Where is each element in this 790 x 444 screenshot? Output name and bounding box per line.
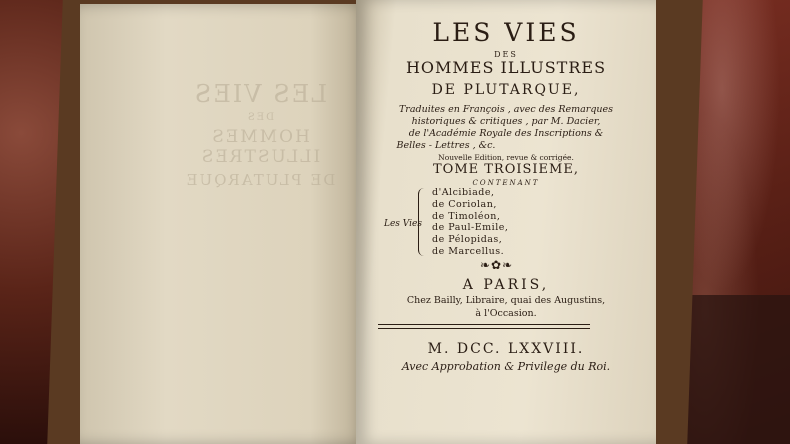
list-item: de Pélopidas, xyxy=(432,234,503,246)
brace-icon xyxy=(418,188,427,256)
book-title: LES VIES xyxy=(432,18,580,47)
left-page-bleed-through xyxy=(150,80,370,189)
title-page xyxy=(356,0,656,444)
bleed-hommes: HOMMES ILLUSTRES xyxy=(199,127,321,167)
bleed-title: LES VIES xyxy=(192,80,328,108)
bleed-plutarque: DE PLUTARQUE xyxy=(184,171,336,189)
list-item: de Paul-Emile, xyxy=(432,222,509,234)
lives-list xyxy=(432,187,508,258)
les-vies-label: Les Vies xyxy=(384,219,422,229)
translation-line-1: Traduites en François , avec des Remarques xyxy=(398,104,614,115)
city-label: A PARIS, xyxy=(462,277,550,293)
left-page xyxy=(80,4,368,444)
translation-line-2: historiques & critiques , par M. Dacier, xyxy=(411,116,601,127)
tome-label: TOME TROISIEME, xyxy=(433,162,579,177)
title-plutarque: DE PLUTARQUE, xyxy=(431,82,581,98)
list-item: de Coriolan, xyxy=(432,198,497,210)
approbation-line: Avec Approbation & Privilege du Roi. xyxy=(401,360,611,373)
bleed-des: DES xyxy=(245,112,275,123)
occasion-line: à l'Occasion. xyxy=(475,308,537,319)
title-des: DES xyxy=(494,50,518,59)
ornament-icon: ❧✿❧ xyxy=(480,258,514,272)
list-item: d'Alcibiade, xyxy=(432,187,495,198)
translation-line-3: de l'Académie Royale des Inscriptions & xyxy=(408,128,604,139)
contenant-label: CONTENANT xyxy=(472,179,540,187)
publisher-line: Chez Bailly, Libraire, quai des Augustins, xyxy=(406,295,606,306)
divider-rule xyxy=(378,324,590,329)
list-item: de Timoléon, xyxy=(432,210,501,222)
publication-date: M. DCC. LXXVIII. xyxy=(427,341,585,357)
translation-line-4: Belles - Lettres , &c. xyxy=(396,140,496,151)
edition-note: Nouvelle Edition, revue & corrigée. xyxy=(438,153,574,162)
title-hommes: HOMMES ILLUSTRES xyxy=(405,58,607,77)
list-item: de Marcellus. xyxy=(432,245,505,257)
